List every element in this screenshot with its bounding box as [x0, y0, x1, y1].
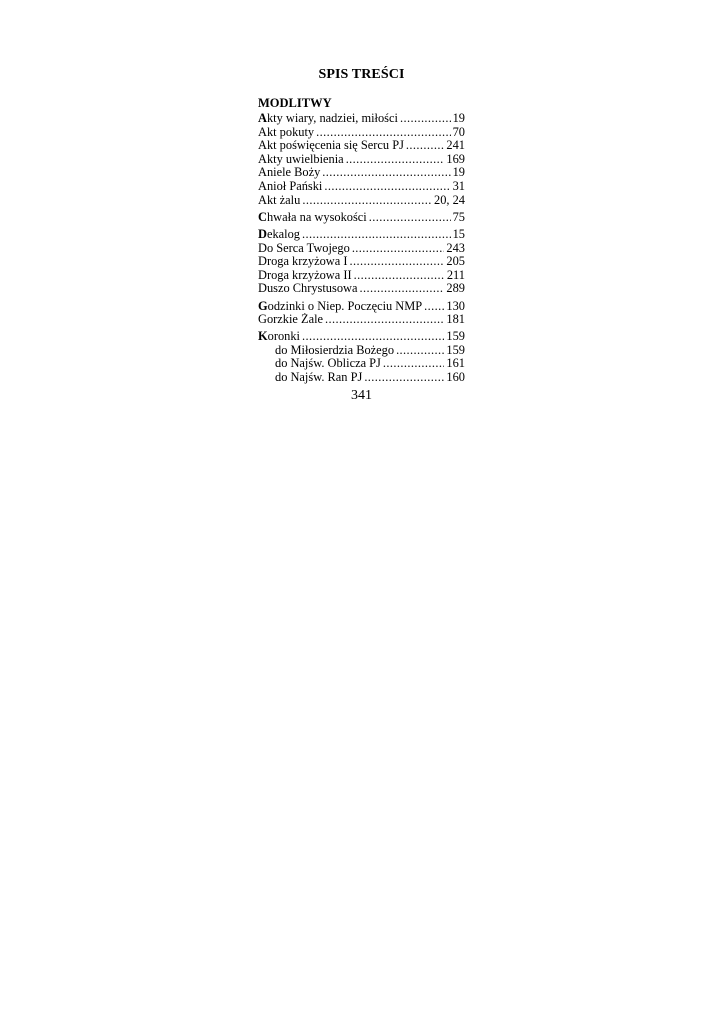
- toc-entry-text: Anioł Pański: [258, 179, 323, 193]
- toc-entry: [258, 211, 465, 225]
- toc-entry-title: [258, 211, 367, 225]
- toc-entry-text: Akt pokuty: [258, 125, 315, 139]
- dot-leader: [346, 153, 445, 167]
- toc-entry: [258, 330, 465, 344]
- toc-entry: [258, 255, 465, 269]
- toc-entry: [258, 344, 465, 358]
- toc-entry-page: 181: [446, 313, 465, 327]
- toc-entry-title: [258, 166, 320, 180]
- dot-leader: [324, 180, 450, 194]
- toc-entry-page: 241: [446, 139, 465, 153]
- toc-entry-text: oronki: [267, 330, 300, 344]
- toc-entry: [258, 112, 465, 126]
- toc-entry-title: [258, 282, 357, 296]
- toc-entry-text: odzinki o Niep. Poczęciu NMP: [267, 299, 423, 313]
- toc-entry: [258, 228, 465, 242]
- toc-entry-text: Akty uwielbienia: [258, 152, 344, 166]
- dot-leader: [302, 330, 444, 344]
- toc-entry-title: [258, 357, 381, 371]
- toc-entry: [258, 194, 465, 208]
- toc-entry-title: [258, 180, 322, 194]
- toc-entry-text: Droga krzyżowa I: [258, 255, 348, 269]
- dot-leader: [400, 112, 451, 126]
- toc-entry: [258, 180, 465, 194]
- toc-entry-text: Duszo Chrystusowa: [258, 282, 358, 296]
- toc-entry-title: [258, 139, 404, 153]
- toc-entry-text: Gorzkie Żale: [258, 313, 324, 327]
- toc-entry-text: Akt żalu: [258, 193, 301, 207]
- toc-entry-initial: K: [258, 330, 268, 344]
- toc-entry-page: 211: [446, 268, 465, 282]
- toc-entry-title: [258, 228, 300, 242]
- toc-entry-initial: D: [258, 227, 267, 241]
- toc-entry-page: 70: [452, 125, 465, 139]
- dot-leader: [354, 269, 445, 283]
- toc-entry: [258, 126, 465, 140]
- dot-leader: [316, 126, 451, 140]
- toc-entry: [258, 166, 465, 180]
- toc-entry-page: 19: [452, 166, 465, 180]
- toc-entry-initial: G: [258, 299, 268, 313]
- toc-entry: [258, 300, 465, 314]
- toc-entry-text: hwała na wysokości: [266, 210, 367, 224]
- toc-entry-page: 161: [446, 357, 465, 371]
- dot-leader: [406, 139, 445, 153]
- dot-leader: [352, 242, 445, 256]
- toc-entry-text: Droga krzyżowa II: [258, 268, 352, 282]
- toc-entry: [258, 269, 465, 283]
- dot-leader: [396, 344, 444, 358]
- toc-entry-title: [258, 313, 323, 327]
- dot-leader: [322, 166, 450, 180]
- toc-entry-page: 31: [452, 179, 465, 193]
- toc-entry-page: 75: [452, 210, 465, 224]
- toc-entry-page: 19: [452, 112, 465, 125]
- toc-entry-text: do Najśw. Oblicza PJ: [275, 357, 381, 371]
- toc-entry-title: [258, 126, 314, 140]
- toc-entry-text: do Najśw. Ran PJ: [275, 371, 363, 385]
- toc-entry: [258, 282, 465, 296]
- section-heading: MODLITWY: [258, 96, 332, 110]
- toc-entry-page: 205: [446, 255, 465, 269]
- toc-entry-text: ekalog: [266, 227, 300, 241]
- toc-entry-text: kty wiary, nadziei, miłości: [266, 112, 398, 125]
- toc-entry-page: 159: [446, 343, 465, 357]
- toc-entry-title: [258, 153, 344, 167]
- toc-entry-title: [258, 255, 347, 269]
- toc-entry-text: Aniele Boży: [258, 166, 321, 180]
- toc-entry-initial: A: [258, 112, 267, 125]
- dot-leader: [383, 357, 445, 371]
- toc-entry-title: [258, 300, 422, 314]
- toc-entry: [258, 357, 465, 371]
- dot-leader: [302, 194, 432, 208]
- toc-entry-page: 20, 24: [434, 193, 465, 207]
- toc-entry-title: [258, 242, 350, 256]
- toc-entry-title: [258, 371, 362, 385]
- toc-entry-page: 159: [446, 330, 465, 344]
- toc-entry-page: 15: [452, 227, 465, 241]
- toc-entry: [258, 242, 465, 256]
- toc-entry-title: [258, 112, 398, 126]
- table-of-contents: [258, 112, 465, 385]
- toc-entry-title: [258, 344, 394, 358]
- toc-entry-page: 160: [446, 371, 465, 385]
- toc-entry-title: [258, 269, 352, 283]
- toc-entry-title: [258, 330, 300, 344]
- toc-entry-text: Do Serca Twojego: [258, 241, 350, 255]
- toc-entry: [258, 371, 465, 385]
- toc-entry-page: 289: [446, 282, 465, 296]
- dot-leader: [349, 255, 444, 269]
- toc-entry: [258, 313, 465, 327]
- dot-leader: [424, 300, 444, 314]
- dot-leader: [359, 282, 444, 296]
- toc-entry: [258, 139, 465, 153]
- dot-leader: [364, 371, 444, 385]
- dot-leader: [369, 211, 451, 225]
- toc-entry-text: Akt poświęcenia się Sercu PJ: [258, 139, 404, 153]
- toc-entry-initial: C: [258, 210, 267, 224]
- toc-entry-page: 243: [446, 241, 465, 255]
- dot-leader: [302, 228, 451, 242]
- page-title: SPIS TREŚCI: [318, 67, 405, 82]
- toc-entry: [258, 153, 465, 167]
- dot-leader: [325, 313, 444, 327]
- toc-entry-title: [258, 194, 300, 208]
- toc-entry-page: 169: [446, 152, 465, 166]
- toc-entry-text: do Miłosierdzia Bożego: [275, 343, 395, 357]
- page-number: 341: [351, 388, 372, 403]
- toc-entry-page: 130: [446, 299, 465, 313]
